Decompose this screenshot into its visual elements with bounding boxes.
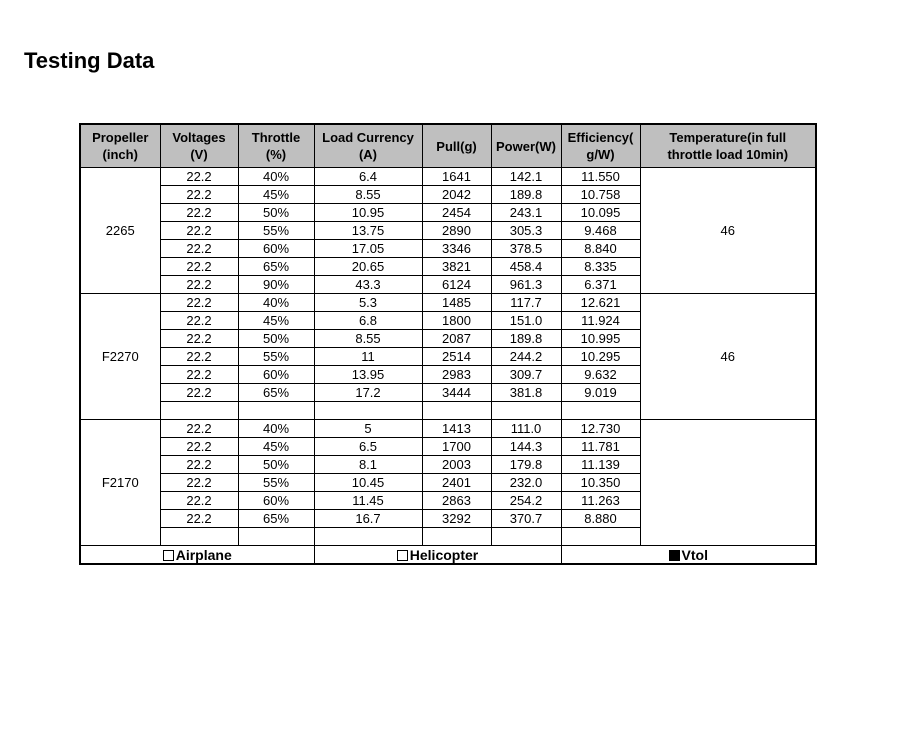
pull-cell: 2087 xyxy=(422,330,491,348)
throttle-cell: 45% xyxy=(238,312,314,330)
power-cell: 232.0 xyxy=(491,474,561,492)
helicopter-checkbox-icon xyxy=(397,550,408,561)
throttle-cell: 45% xyxy=(238,186,314,204)
pull-cell: 2454 xyxy=(422,204,491,222)
throttle-cell: 65% xyxy=(238,510,314,528)
throttle-cell: 55% xyxy=(238,222,314,240)
current-cell: 8.1 xyxy=(314,456,422,474)
power-cell: 244.2 xyxy=(491,348,561,366)
pull-cell: 3292 xyxy=(422,510,491,528)
voltage-cell: 22.2 xyxy=(160,492,238,510)
temperature-cell xyxy=(640,420,816,546)
pull-cell: 1700 xyxy=(422,438,491,456)
current-cell: 17.2 xyxy=(314,384,422,402)
efficiency-cell: 11.263 xyxy=(561,492,640,510)
power-cell: 961.3 xyxy=(491,276,561,294)
throttle-cell: 50% xyxy=(238,204,314,222)
voltage-cell: 22.2 xyxy=(160,456,238,474)
efficiency-cell: 10.095 xyxy=(561,204,640,222)
voltage-cell: 22.2 xyxy=(160,294,238,312)
page-title: Testing Data xyxy=(24,48,155,73)
pull-cell: 1413 xyxy=(422,420,491,438)
header-throttle: Throttle (%) xyxy=(238,124,314,168)
power-cell: 144.3 xyxy=(491,438,561,456)
voltage-cell: 22.2 xyxy=(160,222,238,240)
throttle-cell: 55% xyxy=(238,348,314,366)
current-cell: 43.3 xyxy=(314,276,422,294)
voltage-cell: 22.2 xyxy=(160,204,238,222)
current-cell xyxy=(314,528,422,546)
power-cell: 151.0 xyxy=(491,312,561,330)
header-row xyxy=(80,124,816,168)
current-cell: 13.95 xyxy=(314,366,422,384)
current-cell: 10.95 xyxy=(314,204,422,222)
pull-cell: 1641 xyxy=(422,168,491,186)
testing-data-table xyxy=(79,123,817,565)
efficiency-cell: 8.880 xyxy=(561,510,640,528)
efficiency-cell: 6.371 xyxy=(561,276,640,294)
pull-cell: 2890 xyxy=(422,222,491,240)
power-cell: 309.7 xyxy=(491,366,561,384)
voltage-cell: 22.2 xyxy=(160,258,238,276)
efficiency-cell: 8.335 xyxy=(561,258,640,276)
current-cell: 13.75 xyxy=(314,222,422,240)
throttle-cell: 60% xyxy=(238,240,314,258)
power-cell: 243.1 xyxy=(491,204,561,222)
efficiency-cell: 10.350 xyxy=(561,474,640,492)
power-cell: 254.2 xyxy=(491,492,561,510)
current-cell: 8.55 xyxy=(314,186,422,204)
current-cell: 8.55 xyxy=(314,330,422,348)
power-cell: 142.1 xyxy=(491,168,561,186)
throttle-cell: 90% xyxy=(238,276,314,294)
throttle-cell: 60% xyxy=(238,492,314,510)
voltage-cell: 22.2 xyxy=(160,366,238,384)
pull-cell: 2042 xyxy=(422,186,491,204)
throttle-cell xyxy=(238,402,314,420)
pull-cell: 3346 xyxy=(422,240,491,258)
header-pull: Pull(g) xyxy=(422,124,491,168)
current-cell: 16.7 xyxy=(314,510,422,528)
voltage-cell: 22.2 xyxy=(160,186,238,204)
header-temperature: Temperature(in full throttle load 10min) xyxy=(640,124,816,168)
voltage-cell: 22.2 xyxy=(160,384,238,402)
temperature-cell: 46 xyxy=(640,168,816,294)
efficiency-cell: 9.468 xyxy=(561,222,640,240)
current-cell: 6.8 xyxy=(314,312,422,330)
table-body xyxy=(80,168,816,546)
current-cell xyxy=(314,402,422,420)
throttle-cell: 65% xyxy=(238,258,314,276)
table-row xyxy=(80,294,816,312)
efficiency-cell: 9.019 xyxy=(561,384,640,402)
airplane-checkbox-icon xyxy=(163,550,174,561)
pull-cell: 2401 xyxy=(422,474,491,492)
power-cell: 458.4 xyxy=(491,258,561,276)
header-load-current: Load Currency (A) xyxy=(314,124,422,168)
temperature-cell: 46 xyxy=(640,294,816,420)
voltage-cell: 22.2 xyxy=(160,510,238,528)
header-voltages: Voltages (V) xyxy=(160,124,238,168)
current-cell: 11.45 xyxy=(314,492,422,510)
table-row xyxy=(80,420,816,438)
voltage-cell: 22.2 xyxy=(160,438,238,456)
power-cell: 189.8 xyxy=(491,330,561,348)
voltage-cell: 22.2 xyxy=(160,312,238,330)
power-cell: 305.3 xyxy=(491,222,561,240)
current-cell: 20.65 xyxy=(314,258,422,276)
efficiency-cell xyxy=(561,402,640,420)
header-propeller: Propeller (inch) xyxy=(80,124,160,168)
pull-cell xyxy=(422,528,491,546)
voltage-cell: 22.2 xyxy=(160,420,238,438)
pull-cell: 1485 xyxy=(422,294,491,312)
power-cell: 117.7 xyxy=(491,294,561,312)
throttle-cell xyxy=(238,528,314,546)
current-cell: 17.05 xyxy=(314,240,422,258)
application-airplane: Airplane xyxy=(80,546,314,565)
current-cell: 6.5 xyxy=(314,438,422,456)
voltage-cell: 22.2 xyxy=(160,330,238,348)
power-cell xyxy=(491,528,561,546)
propeller-cell: F2270 xyxy=(80,294,160,420)
throttle-cell: 45% xyxy=(238,438,314,456)
voltage-cell: 22.2 xyxy=(160,474,238,492)
application-vtol: Vtol xyxy=(561,546,816,565)
voltage-cell: 22.2 xyxy=(160,348,238,366)
pull-cell: 2003 xyxy=(422,456,491,474)
efficiency-cell: 10.758 xyxy=(561,186,640,204)
throttle-cell: 55% xyxy=(238,474,314,492)
throttle-cell: 60% xyxy=(238,366,314,384)
voltage-cell: 22.2 xyxy=(160,168,238,186)
efficiency-cell: 11.550 xyxy=(561,168,640,186)
efficiency-cell xyxy=(561,528,640,546)
current-cell: 5.3 xyxy=(314,294,422,312)
pull-cell xyxy=(422,402,491,420)
power-cell: 381.8 xyxy=(491,384,561,402)
pull-cell: 2863 xyxy=(422,492,491,510)
power-cell: 111.0 xyxy=(491,420,561,438)
power-cell: 378.5 xyxy=(491,240,561,258)
voltage-cell xyxy=(160,528,238,546)
header-efficiency: Efficiency( g/W) xyxy=(561,124,640,168)
throttle-cell: 65% xyxy=(238,384,314,402)
throttle-cell: 50% xyxy=(238,456,314,474)
voltage-cell: 22.2 xyxy=(160,276,238,294)
throttle-cell: 40% xyxy=(238,294,314,312)
power-cell: 370.7 xyxy=(491,510,561,528)
vtol-checkbox-icon xyxy=(669,550,680,561)
efficiency-cell: 12.730 xyxy=(561,420,640,438)
throttle-cell: 50% xyxy=(238,330,314,348)
throttle-cell: 40% xyxy=(238,168,314,186)
current-cell: 11 xyxy=(314,348,422,366)
current-cell: 10.45 xyxy=(314,474,422,492)
pull-cell: 3444 xyxy=(422,384,491,402)
table-row xyxy=(80,168,816,186)
application-helicopter: Helicopter xyxy=(314,546,561,565)
propeller-cell: F2170 xyxy=(80,420,160,546)
power-cell: 189.8 xyxy=(491,186,561,204)
voltage-cell xyxy=(160,402,238,420)
throttle-cell: 40% xyxy=(238,420,314,438)
power-cell xyxy=(491,402,561,420)
voltage-cell: 22.2 xyxy=(160,240,238,258)
propeller-cell: 2265 xyxy=(80,168,160,294)
efficiency-cell: 12.621 xyxy=(561,294,640,312)
pull-cell: 6124 xyxy=(422,276,491,294)
pull-cell: 2983 xyxy=(422,366,491,384)
efficiency-cell: 10.995 xyxy=(561,330,640,348)
pull-cell: 1800 xyxy=(422,312,491,330)
pull-cell: 3821 xyxy=(422,258,491,276)
efficiency-cell: 11.924 xyxy=(561,312,640,330)
efficiency-cell: 9.632 xyxy=(561,366,640,384)
application-row xyxy=(80,546,816,565)
efficiency-cell: 10.295 xyxy=(561,348,640,366)
power-cell: 179.8 xyxy=(491,456,561,474)
current-cell: 6.4 xyxy=(314,168,422,186)
current-cell: 5 xyxy=(314,420,422,438)
efficiency-cell: 8.840 xyxy=(561,240,640,258)
header-power: Power(W) xyxy=(491,124,561,168)
efficiency-cell: 11.139 xyxy=(561,456,640,474)
pull-cell: 2514 xyxy=(422,348,491,366)
efficiency-cell: 11.781 xyxy=(561,438,640,456)
